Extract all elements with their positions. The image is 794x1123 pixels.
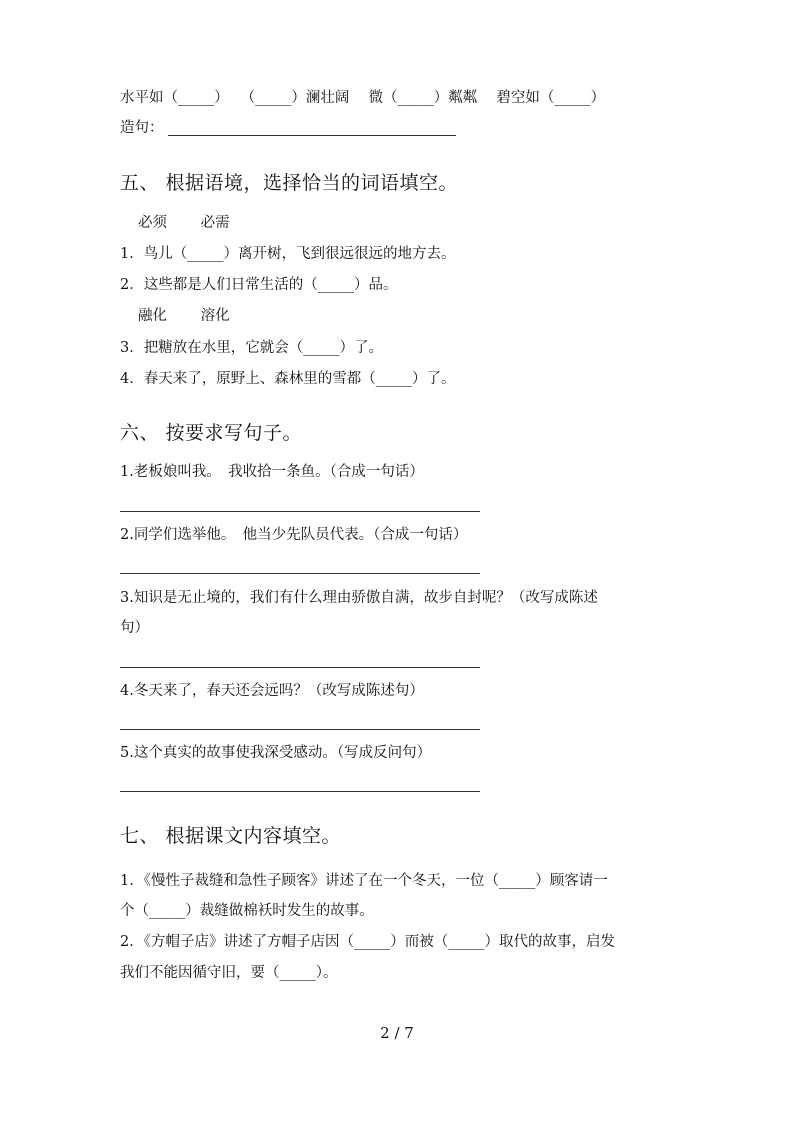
section-6-question-4: 4.冬天来了，春天还会远吗？（改写成陈述句） <box>120 683 424 699</box>
section-6-question-3-line-1: 3.知识是无止境的，我们有什么理由骄傲自满，故步自封呢？（改写成陈述 <box>120 590 598 606</box>
section-6-title: 六、 按要求写句子。 <box>120 422 303 444</box>
section-7-question-2-line-1: 2．《方帽子店》讲述了方帽子店因（_____）而被（_____）取代的故事，启发 <box>120 934 615 950</box>
section-6-question-3-line-2: 句） <box>120 620 149 636</box>
idiom-fill-line: 水平如（_____） （_____）澜壮阔 微（_____）粼粼 碧空如（_____） <box>120 90 606 106</box>
page-number: 2 / 7 <box>380 1024 414 1042</box>
section-5-question-3: 3．把糖放在水里，它就会（_____）了。 <box>120 340 383 356</box>
make-sentence-label: 造句： <box>120 120 164 136</box>
section-6-question-2: 2.同学们选举他。 他当少先队员代表。（合成一句话） <box>120 527 468 543</box>
section-5-question-1: 1．鸟儿（_____）离开树，飞到很远很远的地方去。 <box>120 246 456 262</box>
answer-line-3 <box>120 667 480 668</box>
section-7-question-2-line-2: 我们不能因循守旧，要（_____）。 <box>120 965 338 981</box>
section-6-question-1: 1.老板娘叫我。 我收拾一条鱼。（合成一句话） <box>120 464 424 480</box>
section-7-question-1-line-2: 个（_____）裁缝做棉袄时发生的故事。 <box>120 903 374 919</box>
answer-line-1 <box>120 511 480 512</box>
answer-line-4 <box>120 729 480 730</box>
word-choice-group-2: 融化 溶化 <box>138 308 230 324</box>
answer-line-2 <box>120 573 480 574</box>
make-sentence-answer-line <box>168 135 456 136</box>
section-5-title: 五、 根据语境，选择恰当的词语填空。 <box>120 172 459 194</box>
section-5-question-2: 2．这些都是人们日常生活的（_____）品。 <box>120 277 398 293</box>
section-7-title: 七、 根据课文内容填空。 <box>120 825 342 847</box>
section-7-question-1-line-1: 1．《慢性子裁缝和急性子顾客》讲述了在一个冬天，一位（_____）顾客请一 <box>120 873 608 889</box>
word-choice-group-1: 必须 必需 <box>138 215 230 231</box>
answer-line-5 <box>120 791 480 792</box>
section-6-question-5: 5.这个真实的故事使我深受感动。（写成反问句） <box>120 745 432 761</box>
section-5-question-4: 4．春天来了，原野上、森林里的雪都（_____）了。 <box>120 371 456 387</box>
